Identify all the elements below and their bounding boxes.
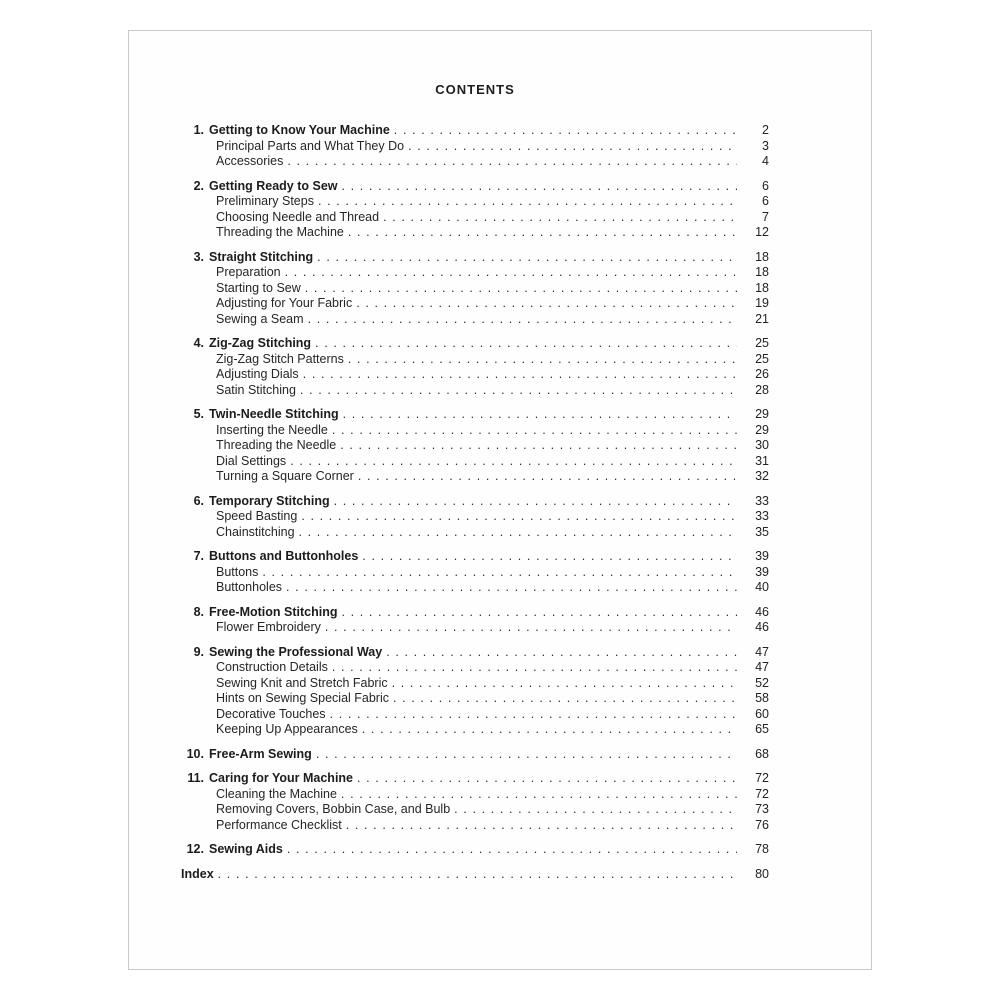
toc-entry-page-number: 18 (755, 265, 769, 279)
toc-entry-page-number: 47 (755, 660, 769, 674)
page-title: CONTENTS (435, 82, 515, 97)
dot-leader (454, 802, 737, 818)
toc-entry-title: Turning a Square Corner (216, 469, 354, 483)
toc-section (181, 494, 769, 541)
toc-entry-page-number: 76 (755, 817, 769, 832)
toc-entry-page-number: 33 (755, 509, 769, 523)
dot-leader (318, 194, 737, 210)
toc-entry-page-number: 25 (755, 351, 769, 366)
toc-entry-page-number: 46 (755, 620, 769, 634)
toc-sub-row (181, 367, 769, 383)
toc-entry-page-number: 72 (755, 786, 769, 801)
toc-entry-page-number: 3 (762, 138, 769, 153)
toc-entry-title: Cleaning the Machine (216, 786, 337, 801)
dot-leader (218, 867, 737, 883)
toc-section (181, 336, 769, 398)
toc-entry-title: Straight Stitching (209, 249, 314, 264)
toc-entry-page-number: 65 (755, 722, 769, 736)
toc-entry-title: Threading the Machine (216, 225, 344, 239)
toc-entry-number: 5. (193, 407, 204, 421)
dot-leader (348, 352, 737, 368)
toc-entry-page-number: 2 (762, 123, 769, 137)
toc-entry-page-number: 32 (755, 469, 769, 483)
toc-entry-page-number: 58 (755, 691, 769, 705)
toc-entry-page-number: 29 (755, 422, 769, 437)
toc-entry-page-number: 18 (755, 249, 769, 264)
toc-sub-row (181, 469, 769, 485)
toc-sub-row (181, 620, 769, 636)
toc-entry-page-number: 25 (755, 336, 769, 350)
toc-entry-page-number: 30 (755, 438, 769, 452)
toc-sub-row (181, 265, 769, 281)
toc-sub-row (181, 296, 769, 312)
dot-leader (262, 565, 737, 581)
toc-entry-page-number: 73 (755, 802, 769, 816)
toc-sub-row (181, 676, 769, 692)
toc-section (181, 842, 769, 858)
toc-sub-row (181, 525, 769, 541)
toc-entry-title: Getting Ready to Sew (209, 178, 338, 193)
toc-entry-title: Adjusting Dials (216, 367, 299, 381)
dot-leader (356, 296, 737, 312)
toc-entry-page-number: 31 (755, 453, 769, 468)
toc-entry-title: Temporary Stitching (209, 493, 330, 508)
dot-leader (348, 225, 737, 241)
toc-entry-page-number: 68 (755, 746, 769, 761)
toc-entry-page-number: 4 (762, 154, 769, 168)
dot-leader (286, 580, 737, 596)
toc-chapter-row (181, 179, 769, 195)
toc-sub-row (181, 423, 769, 439)
table-of-contents (181, 123, 769, 882)
toc-entry-title: Buttonholes (216, 580, 283, 594)
toc-entry-title: Sewing a Seam (216, 311, 304, 326)
toc-sub-row (181, 509, 769, 525)
toc-entry-title: Removing Covers, Bobbin Case, and Bulb (216, 802, 451, 816)
toc-sub-row (181, 722, 769, 738)
toc-chapter-row (181, 407, 769, 423)
manual-contents-page (128, 30, 872, 970)
toc-sub-row (181, 818, 769, 834)
toc-sub-row (181, 660, 769, 676)
toc-entry-page-number: 6 (762, 194, 769, 208)
dot-leader (330, 707, 737, 723)
toc-entry-page-number: 39 (755, 564, 769, 579)
toc-entry-page-number: 80 (755, 866, 769, 881)
dot-leader (332, 423, 737, 439)
toc-entry-number: 7. (193, 549, 204, 563)
toc-chapter-row (181, 250, 769, 266)
toc-entry-page-number: 35 (755, 524, 769, 539)
dot-leader (287, 842, 737, 858)
toc-entry-page-number: 19 (755, 296, 769, 310)
toc-entry-page-number: 18 (755, 280, 769, 295)
dot-leader (299, 525, 737, 541)
dot-leader (305, 281, 737, 297)
toc-section (181, 867, 769, 883)
toc-entry-number: 6. (193, 493, 204, 508)
toc-sub-row (181, 139, 769, 155)
toc-entry-page-number: 28 (755, 382, 769, 397)
toc-sub-row (181, 438, 769, 454)
toc-entry-number: 10. (186, 746, 204, 761)
toc-entry-title: Free-Motion Stitching (209, 604, 338, 619)
toc-entry-number: 1. (193, 123, 204, 137)
toc-section (181, 123, 769, 170)
toc-sub-row (181, 565, 769, 581)
toc-entry-title: Getting to Know Your Machine (209, 123, 390, 137)
dot-leader (340, 438, 737, 454)
dot-leader (394, 123, 737, 139)
dot-leader (325, 620, 737, 636)
toc-section (181, 605, 769, 636)
dot-leader (358, 469, 737, 485)
toc-entry-page-number: 60 (755, 706, 769, 721)
dot-leader (393, 691, 737, 707)
dot-leader (362, 722, 737, 738)
toc-entry-title: Principal Parts and What They Do (216, 138, 405, 153)
dot-leader (315, 336, 737, 352)
toc-section (181, 407, 769, 485)
dot-leader (386, 645, 737, 661)
toc-chapter-row (181, 549, 769, 565)
toc-entry-title: Buttons (216, 564, 259, 579)
toc-entry-page-number: 29 (755, 407, 769, 421)
toc-entry-title: Buttons and Buttonholes (209, 549, 359, 563)
dot-leader (408, 139, 737, 155)
toc-entry-title: Speed Basting (216, 509, 298, 523)
dot-leader (357, 771, 737, 787)
toc-entry-title: Performance Checklist (216, 817, 342, 832)
toc-entry-title: Threading the Needle (216, 438, 337, 452)
dot-leader (343, 407, 737, 423)
toc-entry-number: 8. (193, 604, 204, 619)
toc-section (181, 747, 769, 763)
toc-sub-row (181, 580, 769, 596)
dot-leader (342, 179, 738, 195)
toc-entry-title: Caring for Your Machine (209, 771, 354, 785)
toc-entry-title: Choosing Needle and Thread (216, 209, 380, 224)
toc-entry-title: Starting to Sew (216, 280, 301, 295)
toc-chapter-row (181, 867, 769, 883)
toc-entry-page-number: 78 (755, 842, 769, 856)
toc-entry-number: 12. (186, 842, 204, 856)
toc-sub-row (181, 281, 769, 297)
toc-entry-title: Free-Arm Sewing (209, 746, 312, 761)
toc-entry-page-number: 26 (755, 367, 769, 381)
dot-leader (392, 676, 737, 692)
page-content (181, 83, 769, 882)
toc-sub-row (181, 454, 769, 470)
toc-entry-page-number: 46 (755, 604, 769, 619)
toc-entry-number: 11. (187, 771, 204, 785)
toc-chapter-row (181, 336, 769, 352)
dot-leader (308, 312, 737, 328)
toc-entry-page-number: 21 (755, 311, 769, 326)
toc-entry-page-number: 39 (755, 549, 769, 563)
toc-entry-page-number: 33 (755, 493, 769, 508)
toc-entry-title: Sewing the Professional Way (209, 644, 383, 659)
toc-entry-page-number: 12 (755, 225, 769, 239)
toc-entry-title: Decorative Touches (216, 706, 326, 721)
toc-chapter-row (181, 645, 769, 661)
dot-leader (341, 787, 737, 803)
toc-section (181, 771, 769, 833)
toc-entry-title: Twin-Needle Stitching (209, 407, 339, 421)
dot-leader (287, 154, 737, 170)
toc-entry-title: Zig-Zag Stitch Patterns (216, 351, 344, 366)
toc-chapter-row (181, 771, 769, 787)
toc-entry-title: Preliminary Steps (216, 194, 314, 208)
toc-entry-title: Flower Embroidery (216, 620, 321, 634)
toc-sub-row (181, 194, 769, 210)
dot-leader (317, 250, 737, 266)
toc-entry-page-number: 40 (755, 580, 769, 594)
dot-leader (303, 367, 737, 383)
toc-section (181, 179, 769, 241)
toc-section (181, 549, 769, 596)
toc-sub-row (181, 787, 769, 803)
toc-sub-row (181, 210, 769, 226)
toc-sub-row (181, 691, 769, 707)
toc-entry-title: Construction Details (216, 660, 328, 674)
toc-entry-title: Sewing Knit and Stretch Fabric (216, 675, 388, 690)
dot-leader (301, 509, 737, 525)
toc-entry-title: Accessories (216, 154, 284, 168)
toc-entry-title: Zig-Zag Stitching (209, 336, 312, 350)
toc-entry-number: 2. (193, 178, 204, 193)
toc-entry-page-number: 7 (762, 209, 769, 224)
dot-leader (332, 660, 737, 676)
toc-entry-title: Chainstitching (216, 524, 295, 539)
toc-chapter-row (181, 842, 769, 858)
toc-entry-title: Index (181, 866, 214, 881)
toc-section (181, 645, 769, 738)
dot-leader (300, 383, 737, 399)
dot-leader (362, 549, 737, 565)
toc-entry-page-number: 72 (755, 771, 769, 785)
dot-leader (346, 818, 737, 834)
toc-entry-title: Sewing Aids (209, 842, 283, 856)
toc-entry-title: Inserting the Needle (216, 422, 328, 437)
toc-entry-title: Preparation (216, 265, 281, 279)
toc-section (181, 250, 769, 328)
dot-leader (334, 494, 737, 510)
toc-chapter-row (181, 494, 769, 510)
toc-chapter-row (181, 747, 769, 763)
toc-sub-row (181, 383, 769, 399)
toc-entry-page-number: 47 (755, 644, 769, 659)
dot-leader (285, 265, 737, 281)
dot-leader (290, 454, 737, 470)
toc-sub-row (181, 225, 769, 241)
toc-entry-number: 4. (193, 336, 204, 350)
dot-leader (316, 747, 737, 763)
toc-entry-title: Hints on Sewing Special Fabric (216, 691, 389, 705)
toc-entry-number: 3. (193, 249, 204, 264)
toc-chapter-row (181, 605, 769, 621)
toc-sub-row (181, 312, 769, 328)
dot-leader (383, 210, 737, 226)
toc-sub-row (181, 707, 769, 723)
toc-entry-title: Keeping Up Appearances (216, 722, 358, 736)
toc-entry-number: 9. (193, 644, 204, 659)
toc-entry-page-number: 6 (762, 178, 769, 193)
toc-chapter-row (181, 123, 769, 139)
toc-entry-title: Dial Settings (216, 453, 287, 468)
dot-leader (341, 605, 737, 621)
toc-sub-row (181, 802, 769, 818)
toc-entry-title: Adjusting for Your Fabric (216, 296, 353, 310)
toc-entry-page-number: 52 (755, 675, 769, 690)
toc-sub-row (181, 154, 769, 170)
toc-entry-title: Satin Stitching (216, 382, 296, 397)
toc-sub-row (181, 352, 769, 368)
